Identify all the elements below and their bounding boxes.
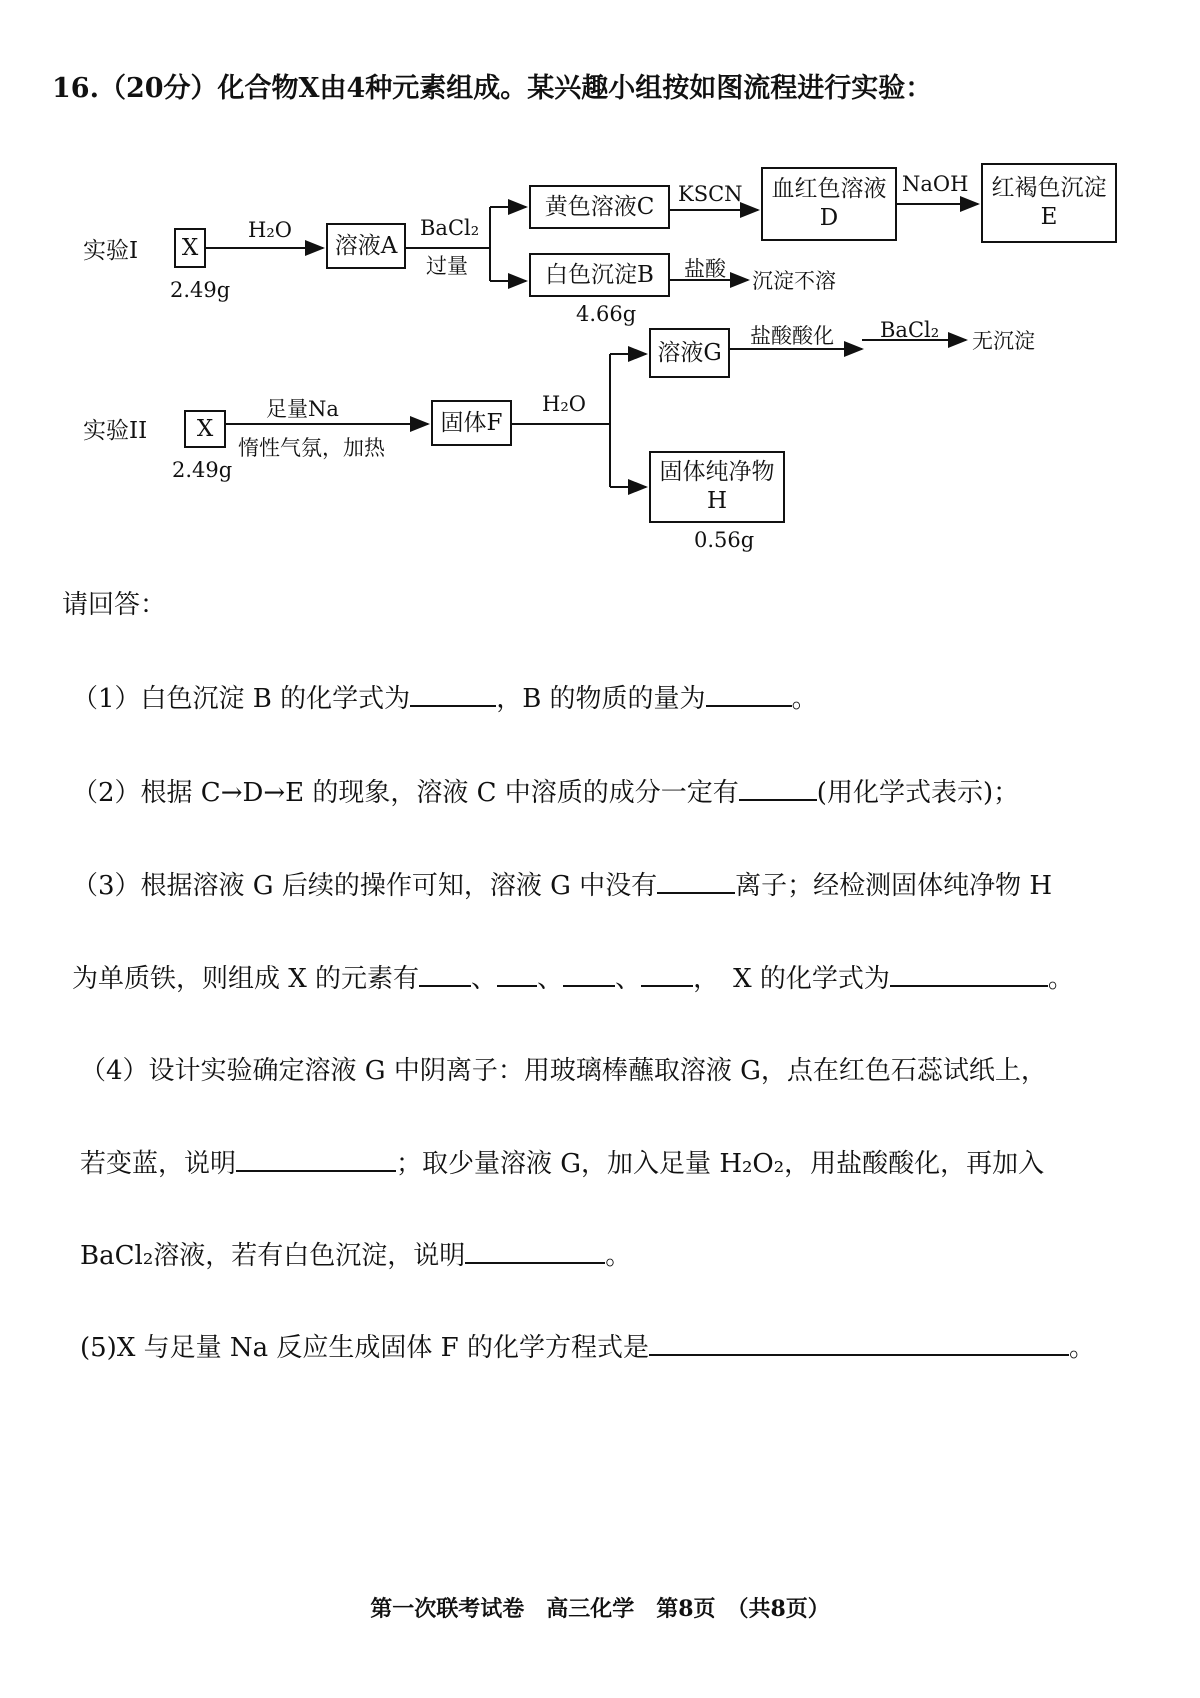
mass-h: 0.56g	[694, 528, 755, 552]
prompt-answer: 请回答：	[62, 590, 167, 620]
label-inert-heat: 惰性气氛，加热	[238, 436, 385, 460]
q1-line: （1）白色沉淀 B 的化学式为 ，B 的物质的量为 。	[72, 684, 818, 714]
label-excess-na: 足量Na	[266, 397, 339, 421]
label-hcl: 盐酸	[684, 257, 726, 281]
box-solution-g: 溶液G	[649, 328, 730, 378]
q3-blank-element-4[interactable]	[641, 985, 693, 987]
q5-blank-equation[interactable]	[649, 1354, 1069, 1356]
label-kscn: KSCN	[678, 182, 743, 206]
q4-line-3: BaCl₂溶液，若有白色沉淀，说明 。	[80, 1241, 632, 1271]
q3-line-1: （3）根据溶液 G 后续的操作可知，溶液 G 中没有 离子；经检测固体纯净物 H	[72, 871, 1053, 901]
label-bacl2-g: BaCl₂	[880, 318, 940, 342]
q1-blank-moles[interactable]	[706, 705, 792, 707]
exp1-label: 实验I	[83, 238, 139, 264]
q2-blank-solute[interactable]	[739, 799, 817, 801]
question-title: 16.（20分）化合物X由4种元素组成。某兴趣小组按如图流程进行实验：	[52, 73, 933, 104]
box-solid-h: 固体纯净物 H	[649, 451, 785, 523]
box-x-exp1: X	[174, 228, 206, 268]
mass-x-exp1: 2.49g	[170, 278, 231, 302]
q5-line: (5)X 与足量 Na 反应生成固体 F 的化学方程式是 。	[80, 1333, 1095, 1363]
box-x-exp2: X	[184, 410, 226, 448]
result-no-precip: 无沉淀	[972, 329, 1035, 353]
box-precip-b: 白色沉淀B	[529, 253, 670, 297]
page-footer: 第一次联考试卷 高三化学 第8页 （共8页）	[370, 1596, 830, 1622]
box-solution-d: 血红色溶液 D	[761, 167, 897, 241]
q3-blank-element-2[interactable]	[497, 985, 537, 987]
box-solid-f: 固体F	[431, 400, 512, 446]
q1-blank-formula[interactable]	[410, 705, 496, 707]
mass-b: 4.66g	[576, 302, 637, 326]
label-excess: 过量	[426, 254, 468, 278]
label-bacl2: BaCl₂	[420, 216, 480, 240]
q2-line: （2）根据 C→D→E 的现象，溶液 C 中溶质的成分一定有 (用化学式表示)；	[72, 778, 1020, 808]
q4-blank-ammonium[interactable]	[236, 1170, 396, 1172]
q3-blank-ion[interactable]	[657, 892, 735, 894]
q4-line-2: 若变蓝，说明 ；取少量溶液 G，加入足量 H₂O₂，用盐酸酸化，再加入	[80, 1149, 1045, 1179]
q3-line-2: 为单质铁，则组成 X 的元素有 、 、 、 ， X 的化学式为 。	[72, 964, 1074, 994]
q3-blank-formula[interactable]	[890, 985, 1048, 987]
label-naoh: NaOH	[902, 172, 969, 196]
label-acidify: 盐酸酸化	[750, 324, 834, 348]
box-solution-a: 溶液A	[326, 223, 406, 269]
box-precip-e: 红褐色沉淀 E	[981, 163, 1117, 243]
q4-blank-sulfite[interactable]	[465, 1262, 605, 1264]
q3-blank-element-1[interactable]	[419, 985, 471, 987]
q3-blank-element-3[interactable]	[563, 985, 615, 987]
q4-line-1: （4）设计实验确定溶液 G 中阴离子：用玻璃棒蘸取溶液 G，点在红色石蕊试纸上，	[80, 1056, 1047, 1086]
result-insoluble: 沉淀不溶	[752, 269, 836, 293]
label-h2o-2: H₂O	[542, 392, 586, 416]
box-solution-c: 黄色溶液C	[529, 185, 670, 229]
exp2-label: 实验II	[83, 418, 148, 444]
label-h2o-1: H₂O	[248, 218, 292, 242]
mass-x-exp2: 2.49g	[172, 458, 233, 482]
